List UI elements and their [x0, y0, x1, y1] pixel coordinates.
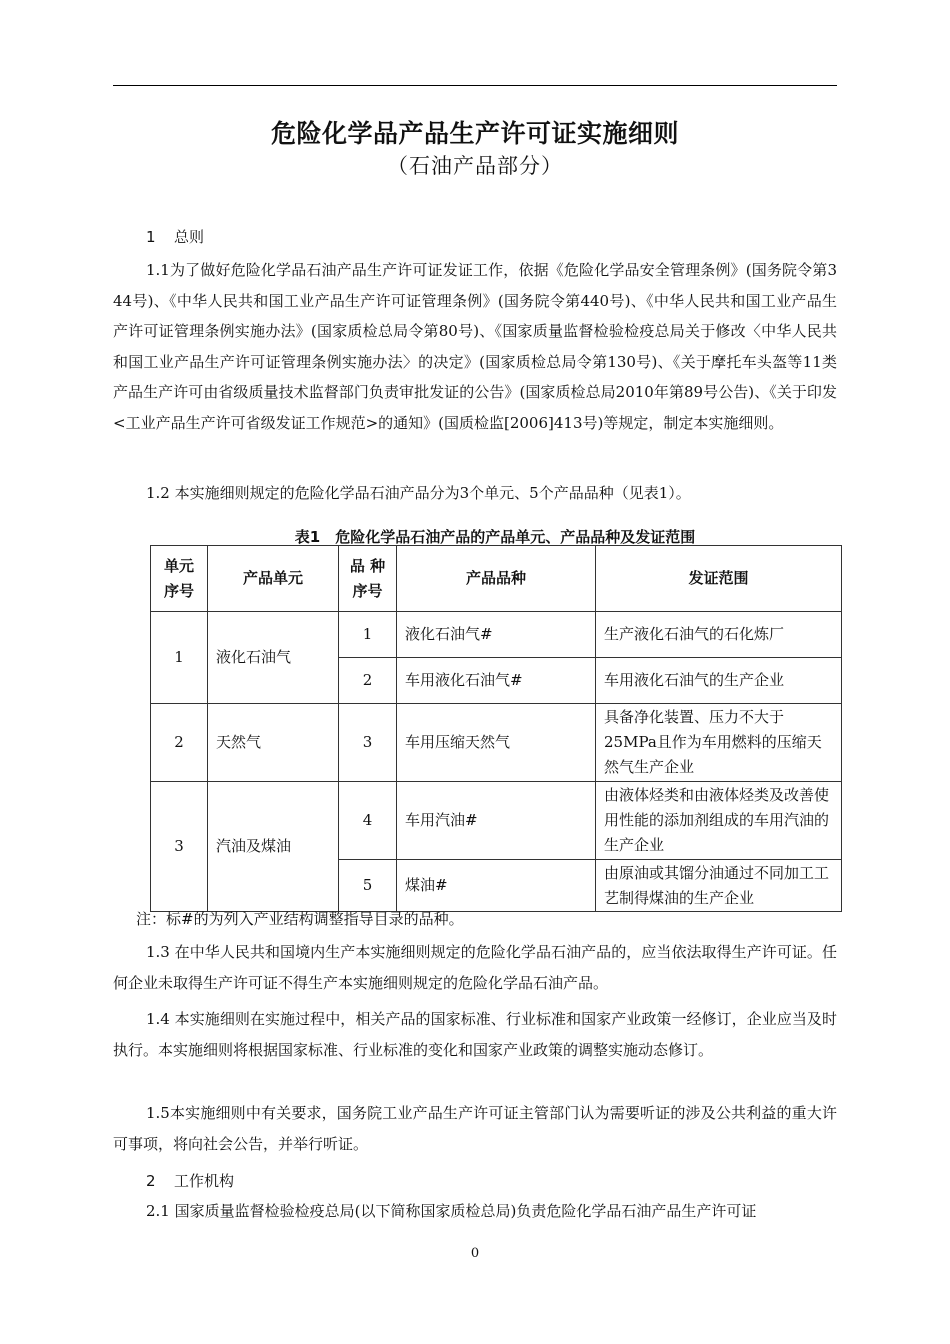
scope-cell: 生产液化石油气的石化炼厂 — [596, 612, 842, 658]
paragraph-1-5: 1.5本实施细则中有关要求，国务院工业产品生产许可证主管部门认为需要听证的涉及公共利益的重大许可事项，将向社会公告，并举行听证。 — [113, 1104, 837, 1153]
unit-no-cell: 3 — [151, 782, 208, 912]
variety-cell: 车用压缩天然气 — [397, 704, 596, 782]
section-number: 2 — [146, 1172, 156, 1190]
table-row — [151, 612, 842, 658]
unit-name-cell: 液化石油气 — [208, 612, 339, 704]
scope-cell: 车用液化石油气的生产企业 — [596, 658, 842, 704]
variety-no-cell: 2 — [339, 658, 397, 704]
product-table — [150, 545, 842, 912]
variety-cell: 液化石油气# — [397, 612, 596, 658]
variety-no-cell: 3 — [339, 704, 397, 782]
unit-name-cell: 天然气 — [208, 704, 339, 782]
table-header-row — [151, 546, 842, 612]
scope-cell: 由液体烃类和由液体烃类及改善使用性能的添加剂组成的车用汽油的生产企业 — [596, 782, 842, 860]
header-unit: 产品单元 — [208, 546, 339, 612]
scope-cell: 具备净化装置、压力不大于25MPa且作为车用燃料的压缩天然气生产企业 — [596, 704, 842, 782]
scope-cell: 由原油或其馏分油通过不同加工工艺制得煤油的生产企业 — [596, 860, 842, 912]
paragraph-1-1: 1.1为了做好危险化学品石油产品生产许可证发证工作，依据《危险化学品安全管理条例》(国务院令第344号)、《中华人民共和国工业产品生产许可证管理条例》(国务院令第440号)、《中华人民共和国工业产品生产许可证管理条例实施办法》(国家质检总局令第80号)、《国家质量监督检验检疫总局关于修改〈中华人民共和国工业产品生产许可证管理条例实施办法〉的决定》(国家质检总局令第130号)、《关于摩托车头盔等11类产品生产许可由省级质量技术监督部门负责审批发证的公告》(国家质检总局2010年第89号公告)、《关于印发<工业产品生产许可省级发证工作规范>的通知》(国质检监[2006]413号)等规定，制定本实施细则。 — [113, 261, 837, 432]
unit-no-cell: 1 — [151, 612, 208, 704]
header-scope: 发证范围 — [596, 546, 842, 612]
section-number: 1 — [146, 228, 156, 246]
table-row — [151, 782, 842, 860]
document-subtitle: （石油产品部分） — [387, 154, 563, 178]
variety-no-cell: 5 — [339, 860, 397, 912]
section-heading-2 — [146, 1170, 234, 1191]
header-unit-no: 单元序号 — [151, 546, 208, 612]
section-title: 总则 — [174, 228, 205, 246]
variety-cell: 车用液化石油气# — [397, 658, 596, 704]
paragraph-1-3: 1.3 在中华人民共和国境内生产本实施细则规定的危险化学品石油产品的，应当依法取得生产许可证。任何企业未取得生产许可证不得生产本实施细则规定的危险化学品石油产品。 — [113, 943, 837, 992]
table-row — [151, 704, 842, 782]
header-rule — [113, 85, 837, 86]
variety-no-cell: 1 — [339, 612, 397, 658]
unit-name-cell: 汽油及煤油 — [208, 782, 339, 912]
header-variety: 产品品种 — [397, 546, 596, 612]
table-note: 注：标#的为列入产业结构调整指导目录的品种。 — [136, 910, 464, 928]
unit-no-cell: 2 — [151, 704, 208, 782]
variety-cell: 车用汽油# — [397, 782, 596, 860]
variety-no-cell: 4 — [339, 782, 397, 860]
paragraph-1-2: 1.2 本实施细则规定的危险化学品石油产品分为3个单元、5个产品品种（见表1）。 — [146, 484, 691, 502]
page-number: 0 — [470, 1246, 480, 1261]
table-caption: 表1 危险化学品石油产品的产品单元、产品品种及发证范围 — [294, 528, 696, 546]
header-variety-no: 品 种序号 — [339, 546, 397, 612]
section-heading-1 — [146, 226, 204, 247]
section-title: 工作机构 — [174, 1172, 235, 1190]
document-title: 危险化学品产品生产许可证实施细则 — [270, 119, 679, 148]
paragraph-2-1: 2.1 国家质量监督检验检疫总局(以下简称国家质检总局)负责危险化学品石油产品生产许可证 — [146, 1202, 757, 1220]
variety-cell: 煤油# — [397, 860, 596, 912]
paragraph-1-4: 1.4 本实施细则在实施过程中，相关产品的国家标准、行业标准和国家产业政策一经修订，企业应当及时执行。本实施细则将根据国家标准、行业标准的变化和国家产业政策的调整实施动态修订。 — [113, 1010, 837, 1059]
